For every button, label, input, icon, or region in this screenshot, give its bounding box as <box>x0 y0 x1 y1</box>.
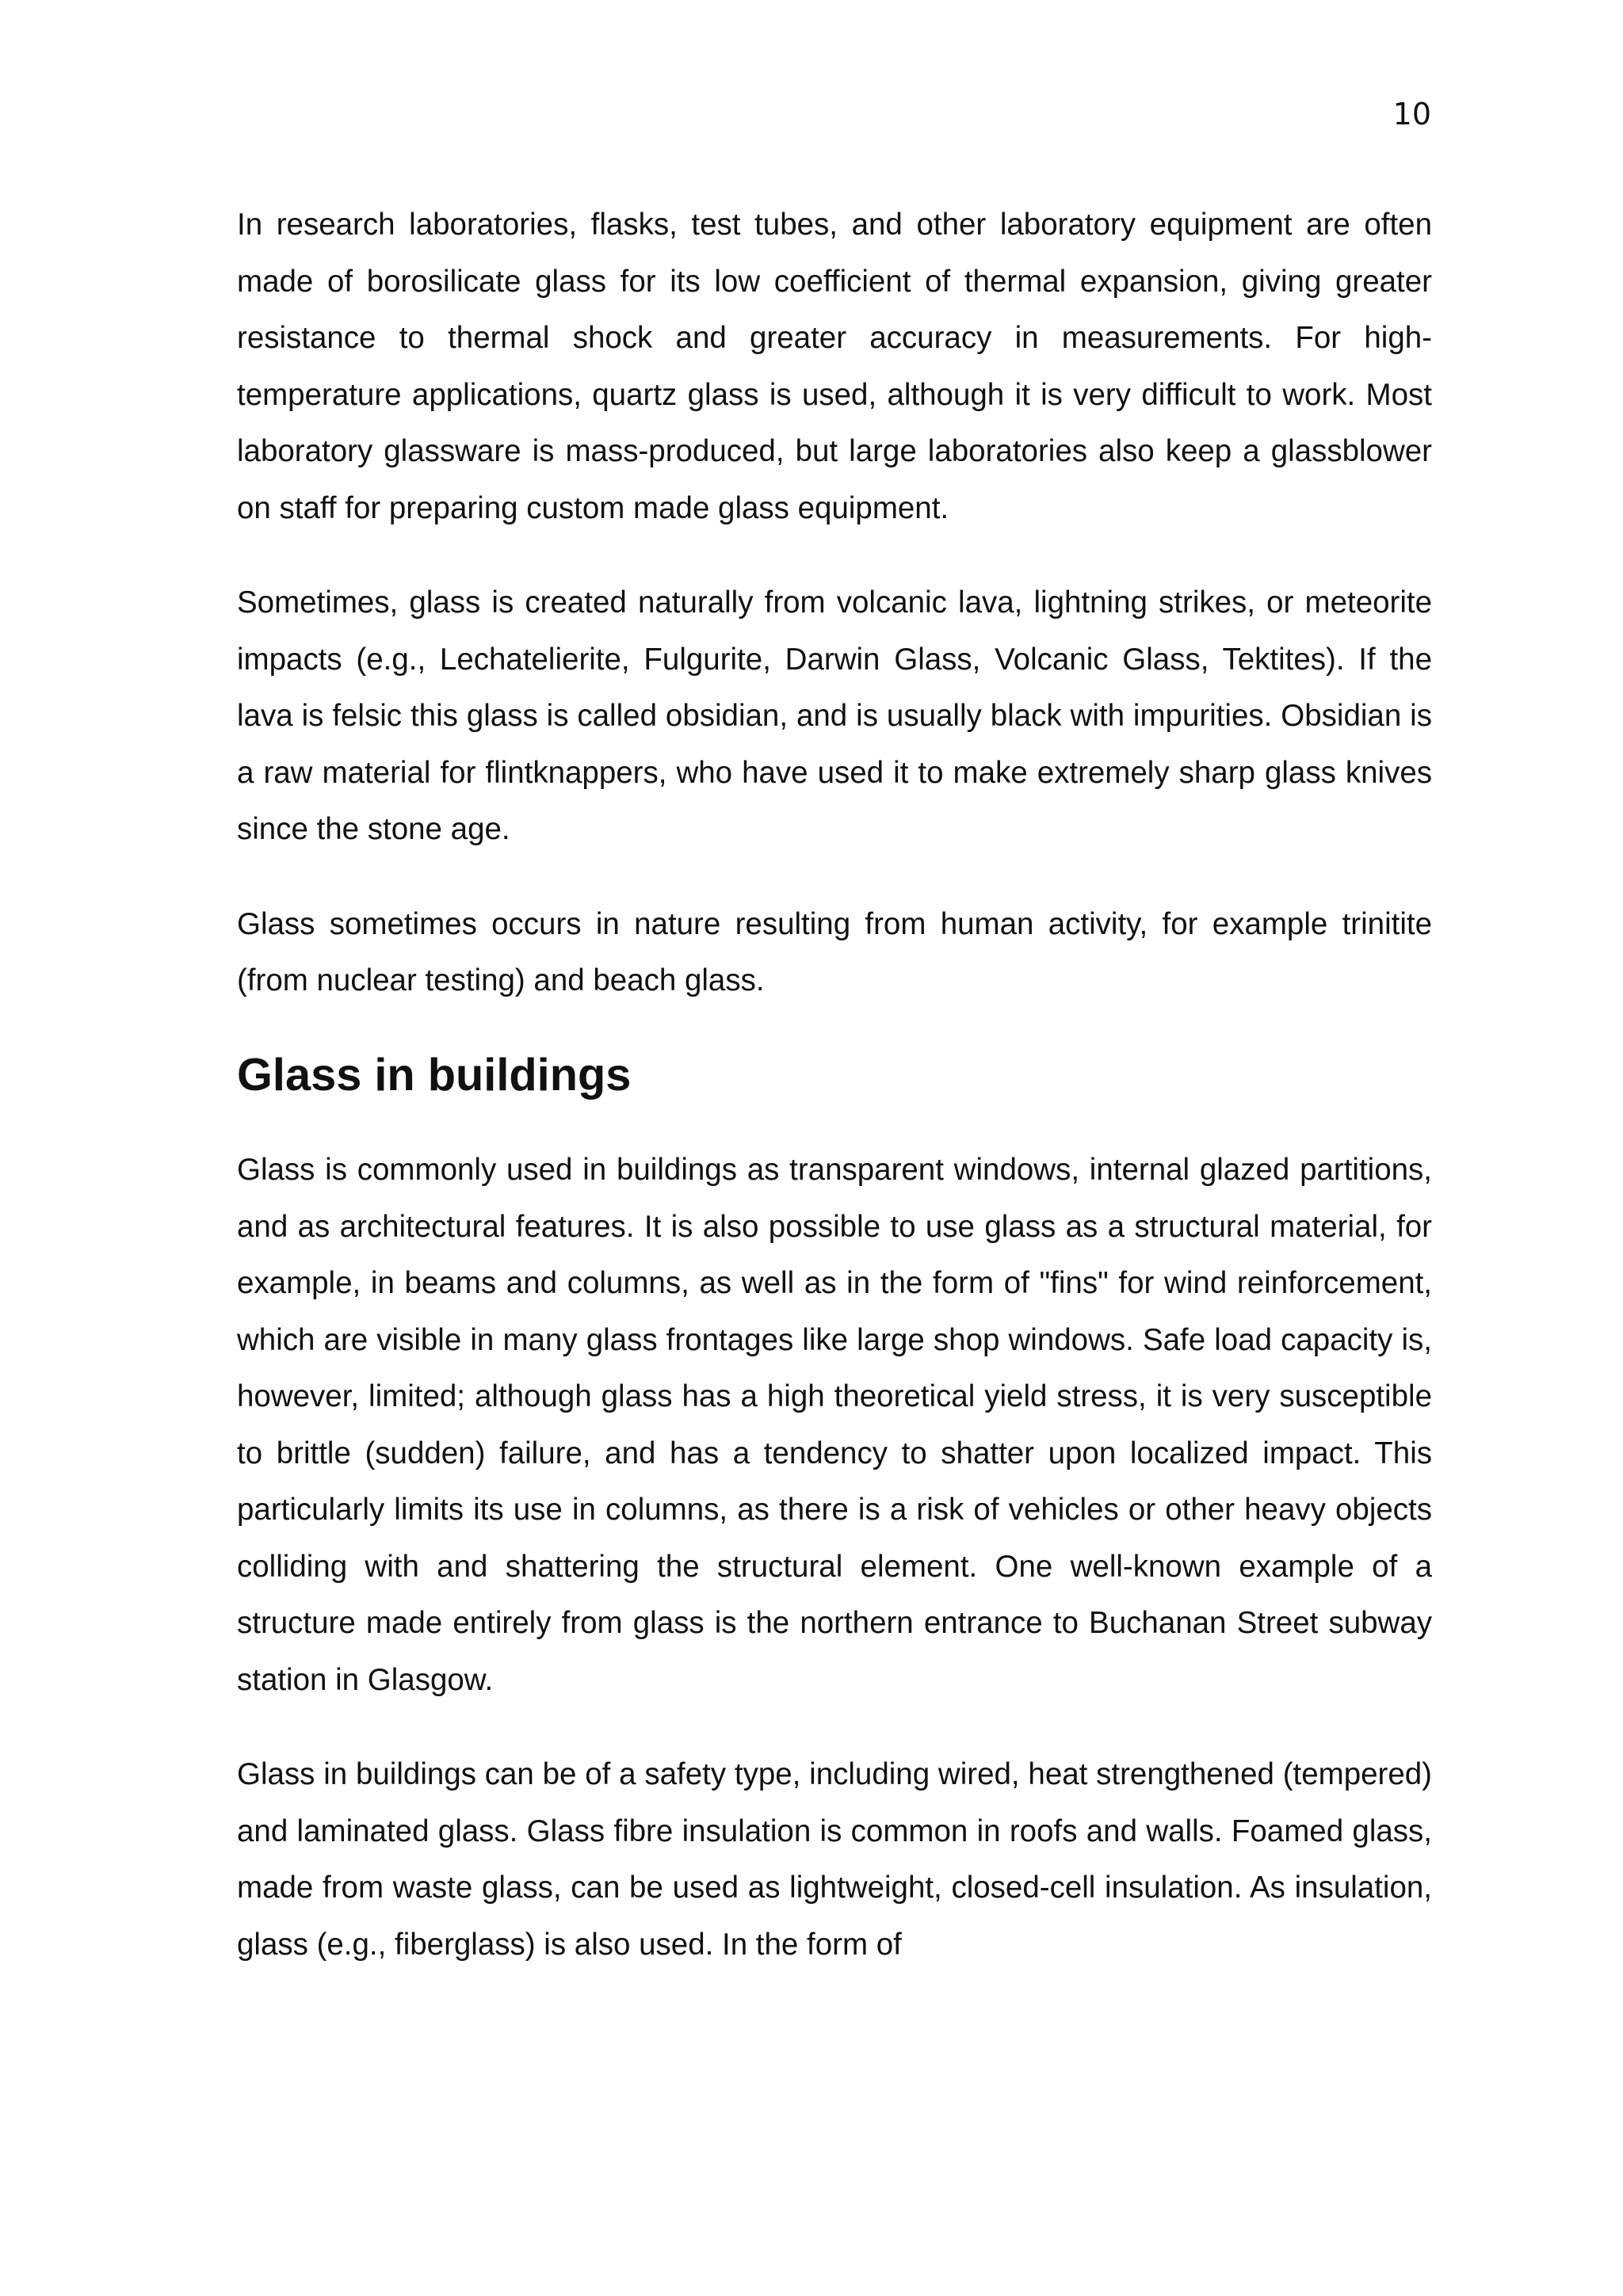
document-body <box>237 196 1432 2011</box>
paragraph-natural-glass: Sometimes, glass is created naturally from volcanic lava, lightning strikes, or meteorite impacts (e.g., Lechatelierite, Fulgurite, Darwin Glass, Volcanic Glass, Tektites). If the lava is felsic this glass is called obsidian, and is usually black with impurities. Obsidian is a raw material for flintknappers, who have used it to make extremely sharp glass knives since the stone age. <box>237 585 1432 846</box>
paragraph-laboratory-glass: In research laboratories, flasks, test tubes, and other laboratory equipment are often made of borosilicate glass for its low coefficient of thermal expansion, giving greater resistance to thermal shock and greater accuracy in measurements. For high-temperature applications, quartz glass is used, although it is very difficult to work. Most laboratory glassware is mass-produced, but large laboratories also keep a glassblower on staff for preparing custom made glass equipment. <box>237 208 1432 525</box>
paragraph-safety-glass: Glass in buildings can be of a safety type, including wired, heat strengthened (tempered) and laminated glass. Glass fibre insulation is common in roofs and walls. Foamed glass, made from waste glass, can be used as lightweight, closed-cell insulation. As insulation, glass (e.g., fiberglass) is also used. In the form of <box>237 1757 1432 1962</box>
page-number: 10 <box>1392 97 1431 132</box>
paragraph-glass-in-buildings: Glass is commonly used in buildings as transparent windows, internal glazed partitions, and as architectural features. It is also possible to use glass as a structural material, for example, in beams and columns, as well as in the form of "fins" for wind reinforcement, which are visible in many glass frontages like large shop windows. Safe load capacity is, however, limited; although glass has a high theoretical yield stress, it is very susceptible to brittle (sudden) failure, and has a tendency to shatter upon localized impact. This particularly limits its use in columns, as there is a risk of vehicles or other heavy objects colliding with and shattering the structural element. One well-known example of a structure made entirely from glass is the northern entrance to Buchanan Street subway station in Glasgow. <box>237 1153 1432 1697</box>
paragraph-human-activity-glass: Glass sometimes occurs in nature resulting from human activity, for example trinitite (from nuclear testing) and beach glass. <box>237 906 1432 997</box>
section-heading-glass-in-buildings: Glass in buildings <box>237 1049 632 1100</box>
